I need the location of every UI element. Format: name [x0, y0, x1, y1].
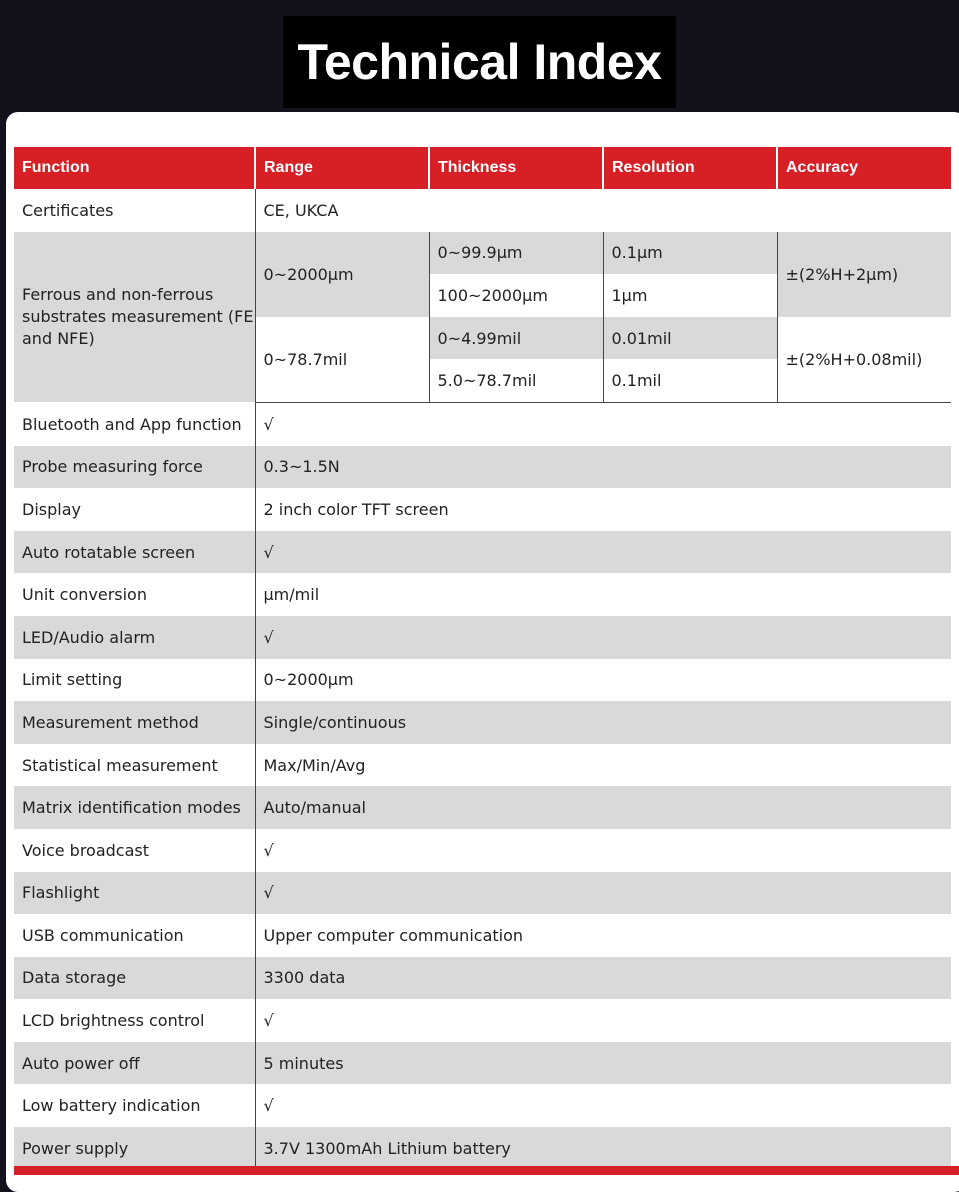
- table-row: [14, 1084, 951, 1127]
- header-row: [14, 147, 951, 189]
- thickness-cell: 100~2000µm: [429, 274, 603, 317]
- row-label: Flashlight: [14, 872, 255, 915]
- range-mil: 0~78.7mil: [255, 317, 429, 403]
- row-label: Measurement method: [14, 701, 255, 744]
- row-value: Max/Min/Avg: [255, 744, 951, 787]
- bottom-red-bar: [14, 1166, 959, 1175]
- resolution-cell: 0.1µm: [603, 232, 777, 275]
- row-value: √: [255, 829, 951, 872]
- thickness-cell: 0~4.99mil: [429, 317, 603, 360]
- row-value: √: [255, 616, 951, 659]
- row-label: Probe measuring force: [14, 446, 255, 489]
- table-row: [14, 189, 951, 232]
- row-label: Display: [14, 488, 255, 531]
- accuracy-um: ±(2%H+2µm): [777, 232, 951, 317]
- table-row: [14, 1127, 951, 1170]
- table-row: [14, 573, 951, 616]
- range-um: 0~2000µm: [255, 232, 429, 317]
- resolution-cell: 0.1mil: [603, 359, 777, 402]
- row-value: 2 inch color TFT screen: [255, 488, 951, 531]
- row-value: √: [255, 531, 951, 574]
- header-resolution: Resolution: [603, 147, 777, 189]
- row-value: CE, UKCA: [255, 189, 951, 232]
- row-label: Unit conversion: [14, 573, 255, 616]
- header-range: Range: [255, 147, 429, 189]
- table-row: [14, 829, 951, 872]
- row-label: LCD brightness control: [14, 999, 255, 1042]
- row-label: USB communication: [14, 914, 255, 957]
- row-value: √: [255, 402, 951, 445]
- row-label: Limit setting: [14, 659, 255, 702]
- row-value: Single/continuous: [255, 701, 951, 744]
- row-label: Voice broadcast: [14, 829, 255, 872]
- table-row: [14, 1042, 951, 1085]
- row-value: √: [255, 1084, 951, 1127]
- row-label: Statistical measurement: [14, 744, 255, 787]
- row-value: √: [255, 872, 951, 915]
- table-row: [14, 402, 951, 445]
- row-label: Matrix identification modes: [14, 786, 255, 829]
- resolution-cell: 1µm: [603, 274, 777, 317]
- table-row: [14, 957, 951, 1000]
- table-row: [14, 786, 951, 829]
- row-label: Low battery indication: [14, 1084, 255, 1127]
- row-label: Power supply: [14, 1127, 255, 1170]
- row-value: 3.7V 1300mAh Lithium battery: [255, 1127, 951, 1170]
- table-row: [14, 744, 951, 787]
- row-label: Bluetooth and App function: [14, 402, 255, 445]
- row-value: 3300 data: [255, 957, 951, 1000]
- header-accuracy: Accuracy: [777, 147, 951, 189]
- table-row: [14, 872, 951, 915]
- thickness-cell: 0~99.9µm: [429, 232, 603, 275]
- row-value: µm/mil: [255, 573, 951, 616]
- resolution-cell: 0.01mil: [603, 317, 777, 360]
- row-value: 0.3~1.5N: [255, 446, 951, 489]
- table-row: [14, 701, 951, 744]
- thickness-cell: 5.0~78.7mil: [429, 359, 603, 402]
- table-row: [14, 914, 951, 957]
- row-label: Certificates: [14, 189, 255, 232]
- table-row: [14, 232, 951, 275]
- page-title: Technical Index: [283, 16, 676, 108]
- table-row: [14, 616, 951, 659]
- row-label: Auto rotatable screen: [14, 531, 255, 574]
- table-row: [14, 446, 951, 489]
- table-row: [14, 531, 951, 574]
- spec-table: [14, 147, 951, 1170]
- row-value: 0~2000µm: [255, 659, 951, 702]
- row-label: LED/Audio alarm: [14, 616, 255, 659]
- row-label: Data storage: [14, 957, 255, 1000]
- row-label: Auto power off: [14, 1042, 255, 1085]
- table-row: [14, 999, 951, 1042]
- row-value: 5 minutes: [255, 1042, 951, 1085]
- row-label: Ferrous and non-ferrous substrates measurement (FE and NFE): [14, 232, 255, 403]
- row-value: √: [255, 999, 951, 1042]
- accuracy-mil: ±(2%H+0.08mil): [777, 317, 951, 403]
- header-thickness: Thickness: [429, 147, 603, 189]
- table-row: [14, 488, 951, 531]
- header-function: Function: [14, 147, 255, 189]
- row-value: Upper computer communication: [255, 914, 951, 957]
- row-value: Auto/manual: [255, 786, 951, 829]
- table-row: [14, 659, 951, 702]
